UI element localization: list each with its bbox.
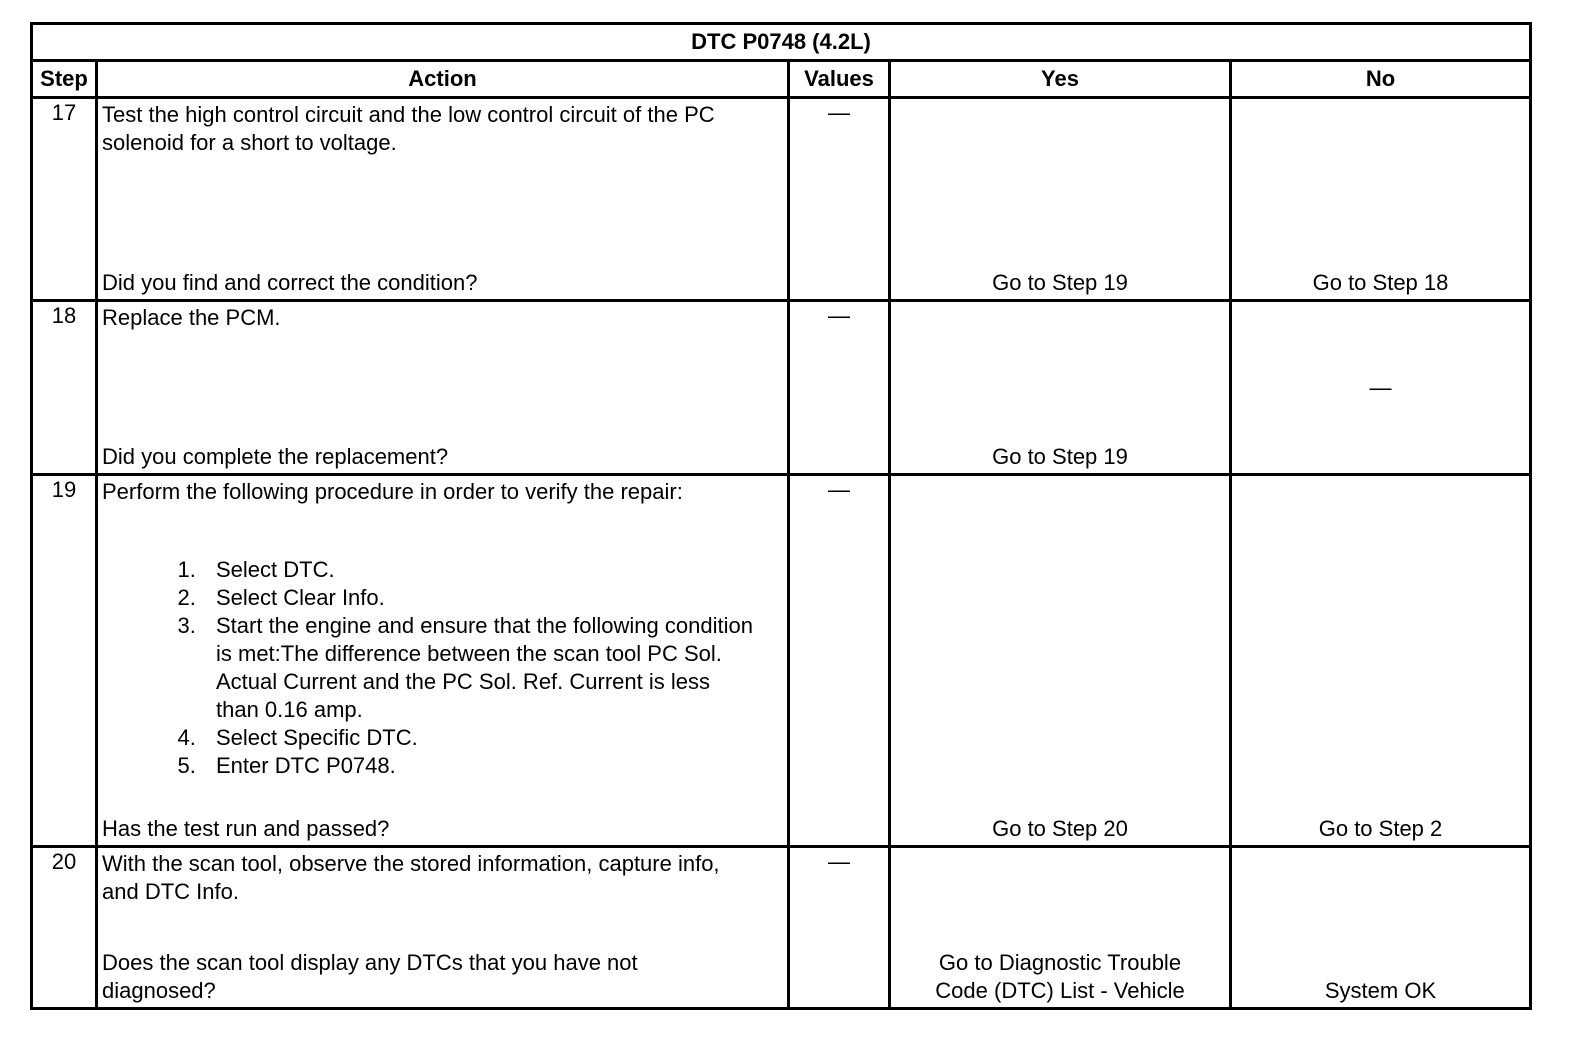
no-text: Go to Step 2 [1318, 816, 1443, 841]
procedure-step: 1. Select DTC. [202, 556, 757, 584]
no-text: System OK [1324, 978, 1437, 1003]
action-question: Does the scan tool display any DTCs that you have not diagnosed? [102, 950, 638, 1003]
table-row [32, 475, 1531, 847]
no-cell [1231, 98, 1531, 301]
yes-cell [890, 475, 1231, 847]
yes-text: Go to Step 19 [992, 270, 1128, 295]
action-question: Has the test run and passed? [102, 816, 390, 841]
table-title: DTC P0748 (4.2L) [32, 24, 1531, 61]
header-values: Values [789, 61, 890, 98]
action-question: Did you complete the replacement? [102, 444, 449, 469]
yes-text: Go to Diagnostic Trouble Code (DTC) List - Vehicle [935, 950, 1185, 1003]
table-row [32, 847, 1531, 1009]
action-cell [97, 301, 789, 475]
step-number: 17 [32, 98, 97, 301]
yes-text: Go to Step 20 [992, 816, 1128, 841]
no-text: Go to Step 18 [1312, 270, 1449, 295]
step-number: 18 [32, 301, 97, 475]
procedure-list [102, 556, 757, 780]
action-text: With the scan tool, observe the stored information, capture info, and DTC Info. [102, 851, 720, 904]
dtc-table [30, 22, 1532, 1010]
yes-cell [890, 301, 1231, 475]
step-number: 19 [32, 475, 97, 847]
values-cell: — [789, 301, 890, 475]
action-text: Perform the following procedure in order to verify the repair: [102, 479, 683, 504]
action-cell [97, 847, 789, 1009]
no-cell [1231, 475, 1531, 847]
procedure-step: 5. Enter DTC P0748. [202, 752, 757, 780]
header-action: Action [97, 61, 789, 98]
yes-cell [890, 98, 1231, 301]
procedure-step: 3. Start the engine and ensure that the following condition is met:The difference between the scan tool PC Sol. Actual Current and the PC Sol. Ref. Current is less than 0.16 amp. [202, 612, 757, 724]
header-step: Step [32, 61, 97, 98]
header-row [32, 61, 1531, 98]
action-cell [97, 98, 789, 301]
action-text-block [102, 478, 757, 780]
values-cell: — [789, 847, 890, 1009]
action-question: Did you find and correct the condition? [102, 270, 478, 295]
no-text: — [1369, 374, 1392, 400]
procedure-step: 4. Select Specific DTC. [202, 724, 757, 752]
header-no: No [1231, 61, 1531, 98]
table-row [32, 301, 1531, 475]
action-text: Replace the PCM. [102, 305, 281, 330]
yes-cell [890, 847, 1231, 1009]
no-cell [1231, 301, 1531, 475]
header-yes: Yes [890, 61, 1231, 98]
values-cell: — [789, 475, 890, 847]
procedure-step: 2. Select Clear Info. [202, 584, 757, 612]
step-number: 20 [32, 847, 97, 1009]
action-cell [97, 475, 789, 847]
table-row [32, 98, 1531, 301]
title-row [32, 24, 1531, 61]
no-cell [1231, 847, 1531, 1009]
action-text: Test the high control circuit and the low control circuit of the PC solenoid for a short to voltage. [102, 102, 715, 155]
values-cell: — [789, 98, 890, 301]
yes-text: Go to Step 19 [992, 444, 1128, 469]
